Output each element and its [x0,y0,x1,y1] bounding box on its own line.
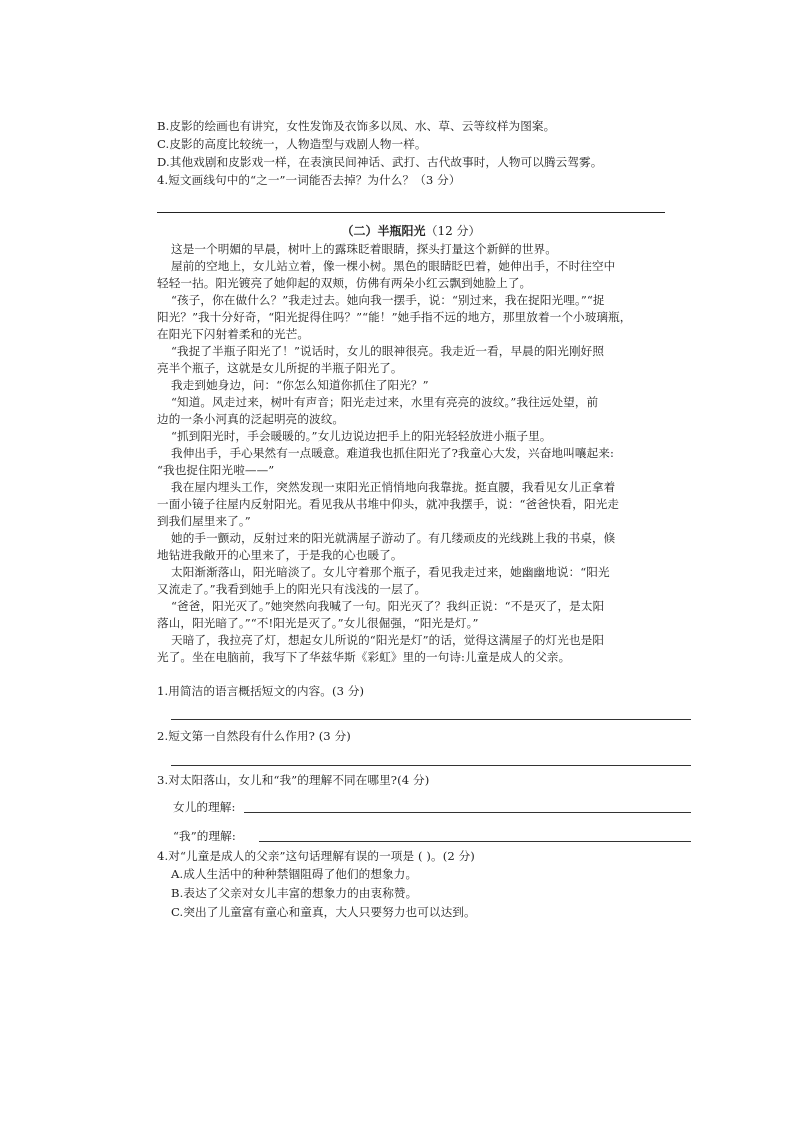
passage-line: 亮半个瓶子，这就是女儿所捉的半瓶子阳光了。 [157,361,403,375]
passage-line: “知道。风走过来，树叶有声音；阳光走过来，水里有亮亮的波纹。”我往远处望，前 [171,395,599,409]
passage-line: 地钻进我敞开的心里来了，于是我的心也暖了。 [157,548,403,562]
question-4-part1: 4.短文画线句中的“之一”一词能否去掉？为什么？（3 分） [157,173,461,187]
passage-line: 轻轻一拈。阳光镀亮了她仰起的双颊，仿佛有两朵小红云飘到她脸上了。 [157,276,532,290]
section-title [157,222,665,240]
answer-line-part1[interactable] [157,212,665,213]
passage-line: 屋前的空地上，女儿站立着，像一棵小树。黑色的眼睛眨巴着，她伸出手，不时往空中 [171,259,616,273]
answer-line-q3-daughter[interactable] [244,812,691,813]
passage-line: 到我们屋里来了。” [157,514,251,528]
q4-option-c: C.突出了儿童富有童心和童真，大人只要努力也可以达到。 [171,905,476,919]
option-c: C.皮影的高度比较统一，人物造型与戏剧人物一样。 [157,137,427,151]
q3-me-label: “我”的理解: [173,829,236,843]
passage-line: 我走到她身边，问：“你怎么知道你抓住了阳光？” [171,378,429,392]
passage-line: 我伸出手，手心果然有一点暖意。难道我也抓住阳光了?我童心大发，兴奋地叫嚷起来: [171,446,614,460]
option-d: D.其他戏剧和皮影戏一样，在表演民间神话、武打、古代故事时，人物可以腾云驾雾。 [157,155,603,169]
passage-line: 这是一个明媚的早晨，树叶上的露珠眨着眼睛，探头打量这个新鲜的世界。 [171,242,557,256]
q4-option-b: B.表达了父亲对女儿丰富的想象力的由衷称赞。 [171,886,418,900]
passage-line: 光了。坐在电脑前，我写下了华兹华斯《彩虹》里的一句诗:儿童是成人的父亲。 [157,650,571,664]
question-3: 3.对太阳落山，女儿和“我”的理解不同在哪里?(4 分) [157,773,430,787]
answer-line-q1[interactable] [171,719,691,720]
question-4: 4.对“儿童是成人的父亲”这句话理解有误的一项是 ( )。(2 分) [157,849,475,863]
answer-line-q2[interactable] [171,765,691,766]
passage-line: 边的一条小河真的泛起明亮的波纹。 [157,412,345,426]
passage-line: 又流走了。”我看到她手上的阳光只有浅浅的一层了。 [157,582,427,596]
passage-line: 她的手一颤动，反射过来的阳光就满屋子游动了。有几缕顽皮的光线跳上我的书桌，倏 [171,531,616,545]
section-title-text: （二）半瓶阳光 [341,224,426,238]
passage-line: 在阳光下闪射着柔和的光芒。 [157,327,310,341]
section-score: （12 分） [425,224,481,238]
passage-line: “爸爸，阳光灭了。”她突然向我喊了一句。阳光灭了？我纠正说：“不是灭了，是太阳 [171,599,605,613]
answer-line-q3-me[interactable] [259,841,691,842]
passage-line: 天暗了，我拉亮了灯，想起女儿所说的“阳光是灯”的话，觉得这满屋子的灯光也是阳 [171,633,605,647]
passage-line: “我也捉住阳光啦——” [157,463,275,477]
passage-line: 阳光？”我十分好奇，“阳光捉得住吗？”“能！”她手指不远的地方，那里放着一个小玻璃瓶， [157,310,632,324]
passage-line: “我捉了半瓶子阳光了！”说话时，女儿的眼神很亮。我走近一看，早晨的阳光刚好照 [171,344,605,358]
passage-line: “孩子，你在做什么？”我走过去。她向我一摆手，说：“别过来，我在捉阳光哩。”“捉 [171,293,605,307]
q3-daughter-label: 女儿的理解: [173,800,236,814]
option-b: B.皮影的绘画也有讲究，女性发饰及衣饰多以凤、水、草、云等纹样为图案。 [157,119,556,133]
passage-line: “抓到阳光时，手会暖暖的。”女儿边说边把手上的阳光轻轻放进小瓶子里。 [171,429,552,443]
question-2: 2.短文第一自然段有什么作用? (3 分) [157,729,351,743]
passage-line: 我在屋内埋头工作，突然发现一束阳光正悄悄地向我靠拢。挺直腰，我看见女儿正拿着 [171,480,616,494]
question-1: 1.用简洁的语言概括短文的内容。(3 分) [157,684,365,698]
passage-line: 一面小镜子往屋内反射阳光。看见我从书堆中仰头，就冲我摆手，说：“爸爸快看，阳光走 [157,497,620,511]
passage-line: 太阳渐渐落山，阳光暗淡了。女儿守着那个瓶子，看见我走过来，她幽幽地说：“阳光 [171,565,610,579]
passage-line: 落山，阳光暗了。”“不!阳光是灭了。”女儿很倔强，“阳光是灯。” [157,616,479,630]
q4-option-a: A.成人生活中的种种禁锢阻碍了他们的想象力。 [171,867,418,881]
